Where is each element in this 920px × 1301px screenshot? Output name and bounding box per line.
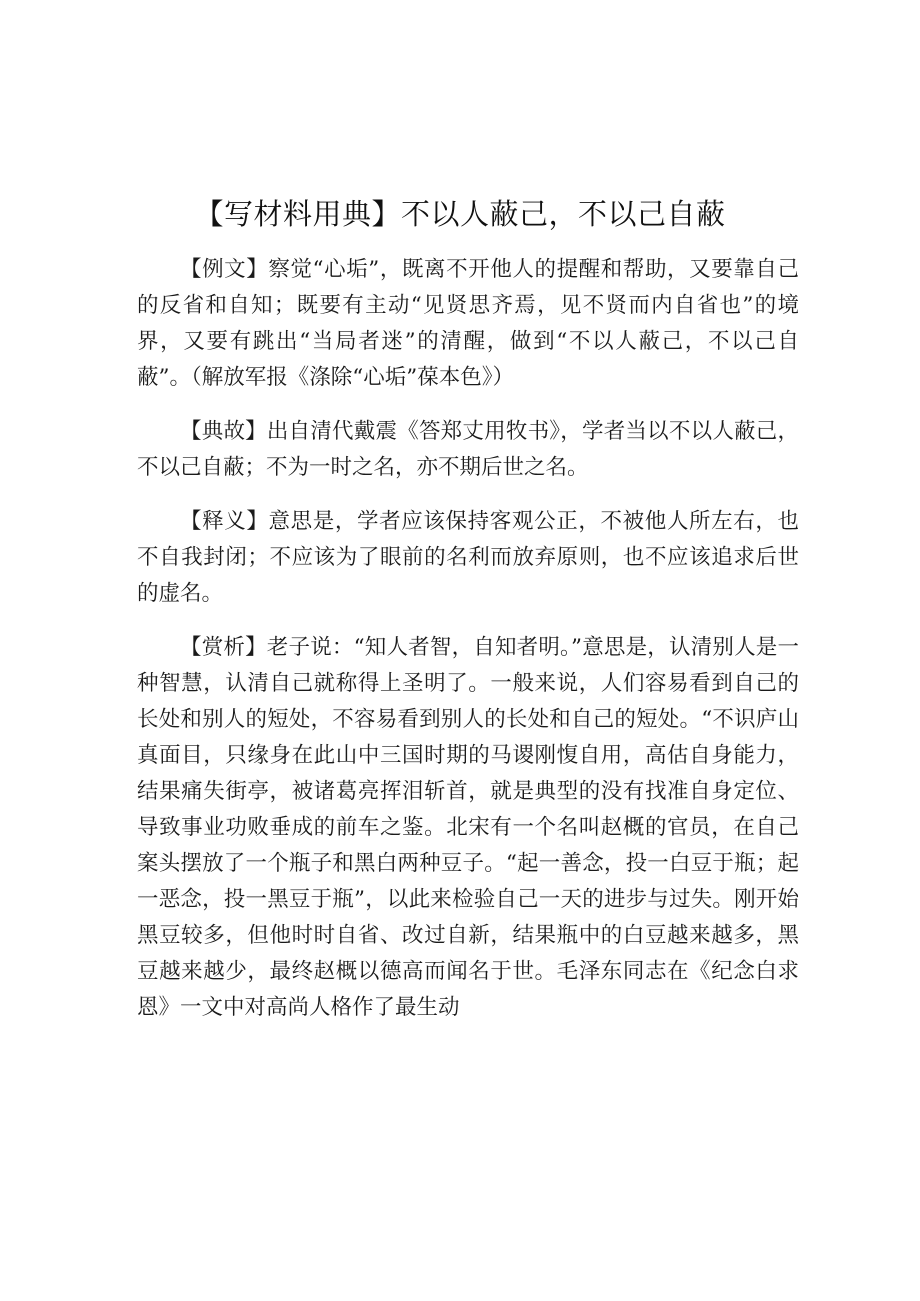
paragraph-allusion: 【典故】出自清代戴震《答郑丈用牧书》，学者当以不以人蔽己，不以己自蔽；不为一时之名，亦不期后世之名。: [137, 419, 799, 480]
document-body: [137, 252, 799, 1044]
document-title: 【写材料用典】不以人蔽己，不以己自蔽: [194, 197, 726, 231]
paragraph-appreciation: 【赏析】老子说：“知人者智，自知者明。”意思是，认清别人是一种智慧，认清自己就称得上圣明了。一般来说，人们容易看到自己的长处和别人的短处，不容易看到别人的长处和自己的短处。“不识庐山真面目，只缘身在此山中三国时期的马谡刚愎自用，高估自身能力，结果痛失街亭，被诸葛亮挥泪斩首，就是典型的没有找准自身定位、导致事业功败垂成的前车之鉴。北宋有一个名叫赵概的官员，在自己案头摆放了一个瓶子和黑白两种豆子。“起一善念，投一白豆于瓶；起一恶念，投一黑豆于瓶”，以此来检验自己一天的进步与过失。刚开始黑豆较多，但他时时自省、改过自新，结果瓶中的白豆越来越多，黑豆越来越少，最终赵概以德高而闻名于世。毛泽东同志在《纪念白求恩》一文中对高尚人格作了最生动: [137, 635, 799, 1020]
paragraph-explanation: 【释义】意思是，学者应该保持客观公正，不被他人所左右，也不自我封闭；不应该为了眼前的名利而放弃原则，也不应该追求后世的虚名。: [137, 509, 799, 606]
paragraph-example: 【例文】察觉“心垢”，既离不开他人的提醒和帮助，又要靠自己的反省和自知；既要有主动“见贤思齐焉，见不贤而内自省也”的境界，又要有跳出“当局者迷”的清醒，做到“不以人蔽己，不以己自蔽”。（解放军报《涤除“心垢”葆本色》）: [137, 257, 799, 390]
